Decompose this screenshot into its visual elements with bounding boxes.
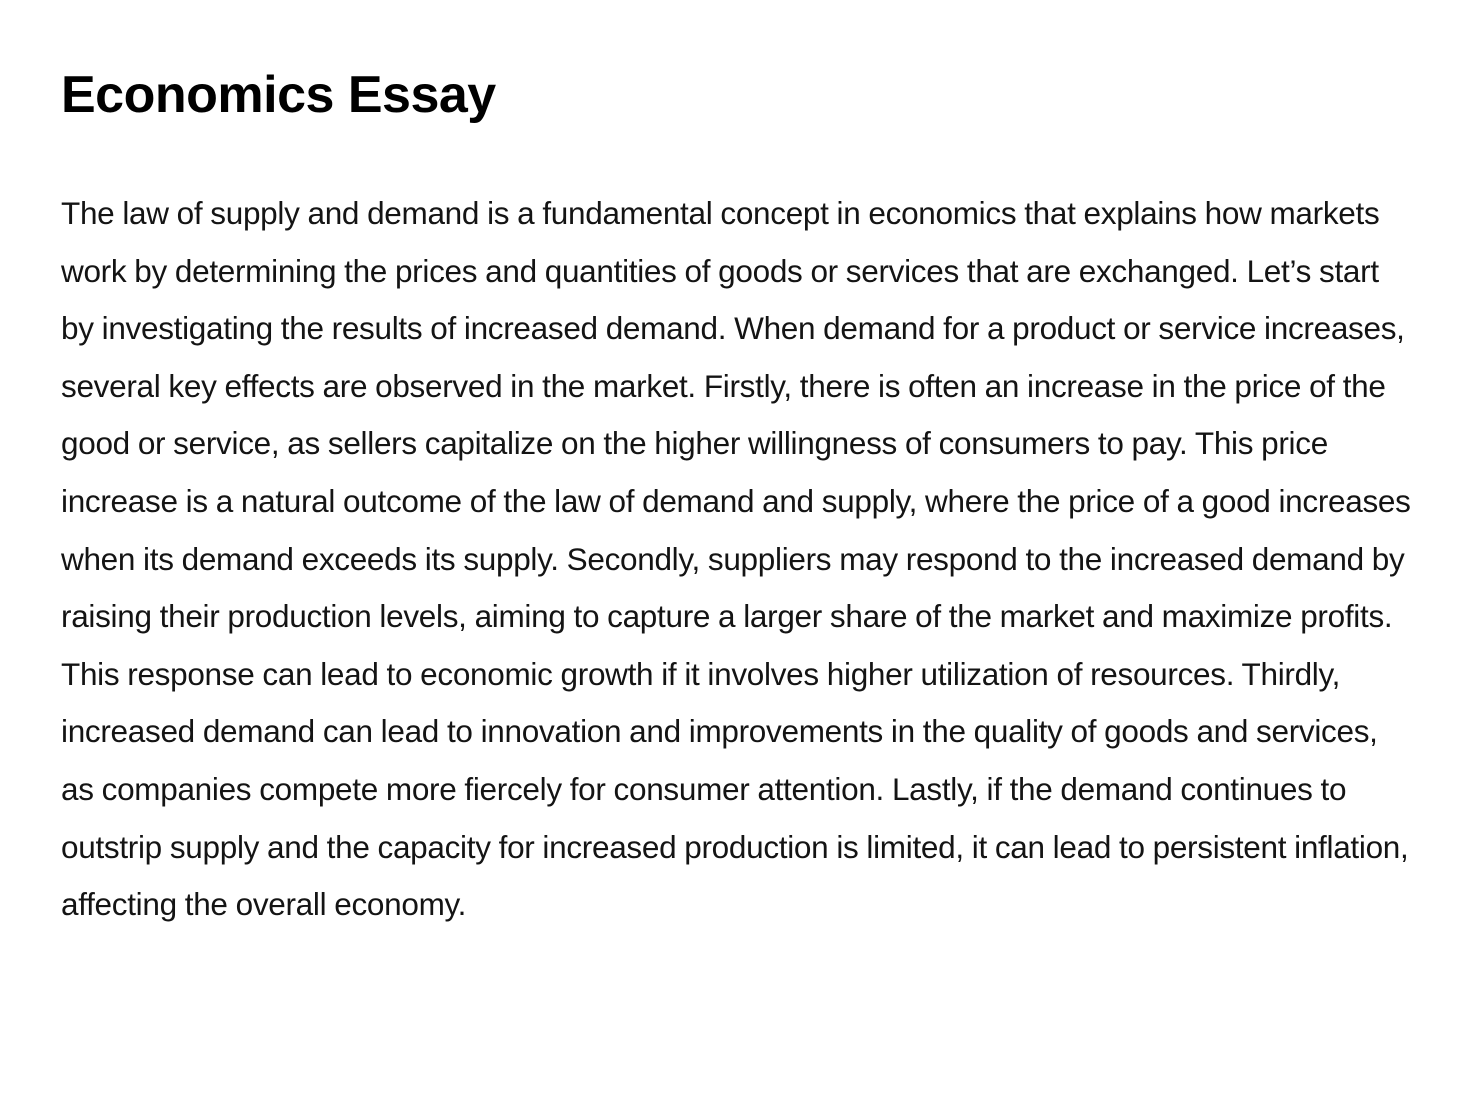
essay-paragraph: The law of supply and demand is a fundamental concept in economics that explains how markets work by determining the prices and quantities of goods or services that are exchanged. Let’s start by investigating the results of increased demand. When demand for a product or service increases, several key effects are observed in the market. Firstly, there is often an increase in the price of the good or service, as sellers capitalize on the higher willingness of consumers to pay. This price increase is a natural outcome of the law of demand and supply, where the price of a good increases when its demand exceeds its supply. Secondly, suppliers may respond to the increased demand by raising their production levels, aiming to capture a larger share of the market and maximize profits. This response can lead to economic growth if it involves higher utilization of resources. Thirdly, increased demand can lead to innovation and improvements in the quality of goods and services, as companies compete more fiercely for consumer attention. Lastly, if the demand continues to outstrip supply and the capacity for increased production is limited, it can lead to persistent inflation, affecting the overall economy.: [61, 195, 1411, 923]
page-title: Economics Essay: [61, 66, 496, 124]
essay-page: [61, 60, 1416, 934]
